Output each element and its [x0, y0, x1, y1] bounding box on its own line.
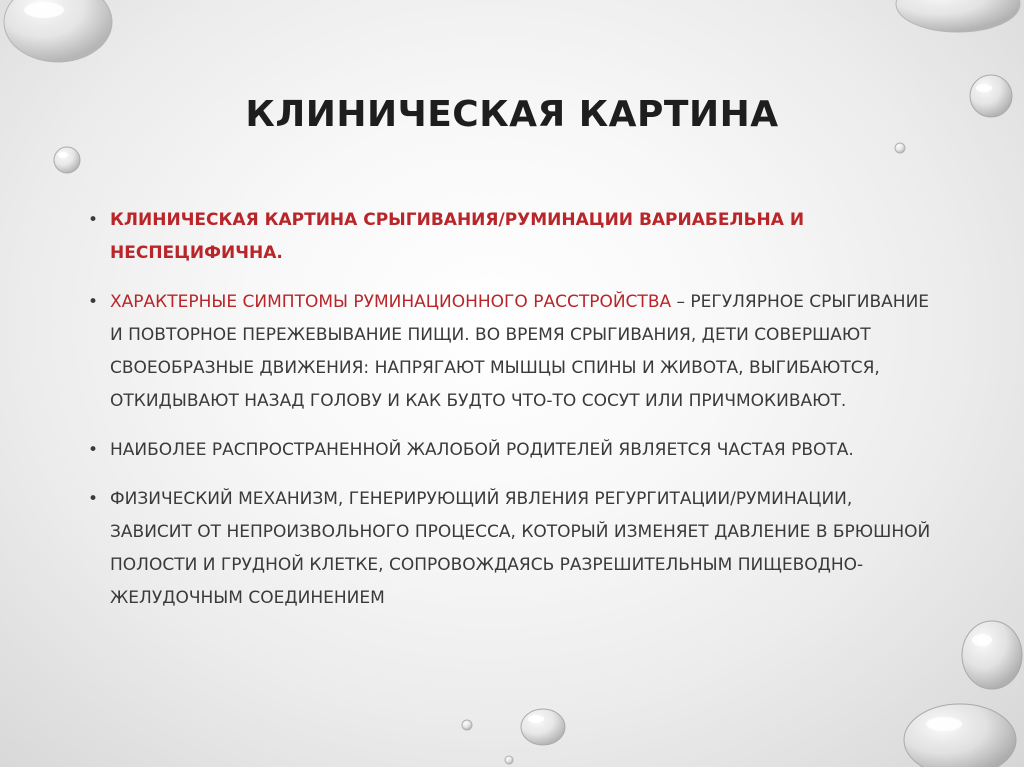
droplet-right-tiny [895, 143, 905, 153]
bullet-item [88, 434, 938, 467]
droplet-top-left [4, 0, 112, 62]
bullet-text: НАИБОЛЕЕ РАСПРОСТРАНЕННОЙ ЖАЛОБОЙ РОДИТЕЛЕЙ ЯВЛЯЕТСЯ ЧАСТАЯ РВОТА. [110, 440, 854, 460]
droplet-bottom-right [904, 704, 1016, 767]
droplet-left-small [54, 147, 80, 173]
bullet-item [88, 204, 938, 270]
bullet-text: ФИЗИЧЕСКИЙ МЕХАНИЗМ, ГЕНЕРИРУЮЩИЙ ЯВЛЕНИЯ РЕГУРГИТАЦИИ/РУМИНАЦИИ, ЗАВИСИТ ОТ НЕПРОИЗВОЛЬНОГО ПРОЦЕССА, КОТОРЫЙ ИЗМЕНЯЕТ ДАВЛЕНИЕ В БРЮШНОЙ ПОЛОСТИ И ГРУДНОЙ КЛЕТКЕ, СОПРОВОЖДАЯСЬ РАЗРЕШИТЕЛЬНЫМ ПИЩЕВОДНО-ЖЕЛУДОЧНЫМ СОЕДИНЕНИЕМ [110, 489, 931, 608]
bullet-text: – РЕГУЛЯРНОЕ СРЫГИВАНИЕ И ПОВТОРНОЕ ПЕРЕЖЕВЫВАНИЕ ПИЩИ. ВО ВРЕМЯ СРЫГИВАНИЯ, ДЕТИ СОВЕРШАЮТ СВОЕОБРАЗНЫЕ ДВИЖЕНИЯ: НАПРЯГАЮТ МЫШЦЫ СПИНЫ И ЖИВОТА, ВЫГИБАЮТСЯ, ОТКИДЫВАЮТ НАЗАД ГОЛОВУ И КАК БУДТО ЧТО-ТО СОСУТ ИЛИ ПРИЧМОКИВАЮТ. [110, 292, 930, 411]
highlight-text: ХАРАКТЕРНЫЕ СИМПТОМЫ РУМИНАЦИОННОГО РАССТРОЙСТВА [110, 292, 672, 312]
bullet-item [88, 286, 938, 418]
droplet-bottom-tiny [505, 756, 513, 764]
droplet-bottom-center [521, 709, 565, 745]
slide-title: КЛИНИЧЕСКАЯ КАРТИНА [245, 94, 779, 135]
droplet-bottom-right-large [962, 621, 1022, 689]
droplet-top-right [896, 0, 1020, 32]
highlight-text: КЛИНИЧЕСКАЯ КАРТИНА СРЫГИВАНИЯ/РУМИНАЦИИ ВАРИАБЕЛЬНА И НЕСПЕЦИФИЧНА. [110, 210, 805, 263]
bullet-list [88, 204, 938, 631]
droplet-bottom-small [462, 720, 472, 730]
bullet-item [88, 483, 938, 615]
